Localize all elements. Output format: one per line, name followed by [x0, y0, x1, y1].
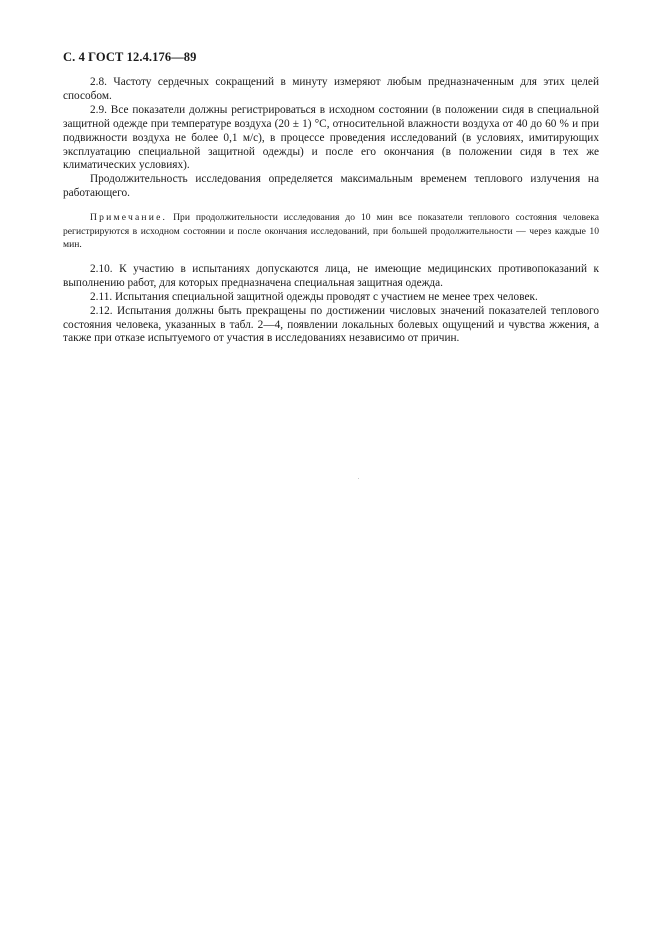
- note-label: Примечание.: [90, 212, 168, 224]
- note-text: При продолжительности исследования до 10 мин все показатели теплового состояния человека регистрируются в исходном состоянии и после окончания исследований, при большей продолжительности — через каждые 10 мин.: [63, 212, 599, 251]
- paragraph-2-12: 2.12. Испытания должны быть прекращены по достижении числовых значений показателей теплового состояния человека, указанных в табл. 2—4, появлении локальных болевых ощущений и чувства жжения, а также при отказе испытуемого от участия в исследованиях независимо от причин.: [63, 304, 599, 345]
- paragraph-2-10: 2.10. К участию в испытаниях допускаются лица, не имеющие медицинских противопоказаний к выполнению работ, для которых предназначена специальная защитная одежда.: [63, 262, 599, 289]
- paragraph-2-9: 2.9. Все показатели должны регистрироваться в исходном состоянии (в положении сидя в специальной защитной одежде при температуре воздуха (20 ± 1) °С, относительной влажности воздуха от 40 до 60 % и при подвижности воздуха не более 0,1 м/с), в процессе проведения исследований (в условиях, имитирующих эксплуатацию специальной защитной одежды) и после его окончания (в положении сидя в тех же климатических условиях).: [63, 103, 599, 172]
- paragraph-2-11: 2.11. Испытания специальной защитной одежды проводят с участием не менее трех человек.: [90, 290, 538, 303]
- note: [63, 211, 599, 252]
- page-body: [63, 76, 599, 346]
- paragraph-2-8: 2.8. Частоту сердечных сокращений в минуту измеряют любым предназначенным для этих целей способом.: [63, 76, 599, 102]
- paragraph-duration: Продолжительность исследования определяется максимальным временем теплового излучения на работающего.: [63, 173, 599, 200]
- scan-speck: [358, 478, 359, 479]
- page-header: С. 4 ГОСТ 12.4.176—89: [63, 50, 197, 64]
